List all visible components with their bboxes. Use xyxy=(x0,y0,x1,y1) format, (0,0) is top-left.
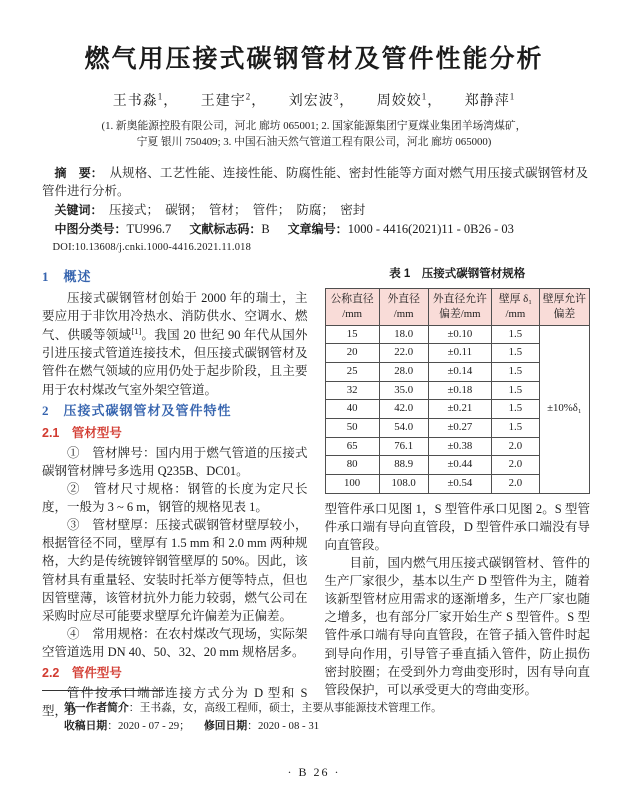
table-cell: 108.0 xyxy=(379,474,428,493)
table-cell: 25 xyxy=(325,363,379,382)
paragraph-pipe-size: ② 管材尺寸规格：钢管的长度为定尺长度，一般为 3 ~ 6 m，钢管的规格见表 1。 xyxy=(42,481,308,514)
table-header-cell xyxy=(325,288,379,325)
table-cell: 1.5 xyxy=(492,344,540,363)
author-bio-line xyxy=(64,700,590,716)
table-cell: ±0.14 xyxy=(428,363,491,382)
table-cell: ±0.44 xyxy=(428,456,491,475)
header-line: 外直径 xyxy=(387,292,420,305)
author-affiliation-sup: 2 xyxy=(245,91,252,102)
two-column-body xyxy=(42,265,590,721)
table-cell: ±0.11 xyxy=(428,344,491,363)
table-cell: 1.5 xyxy=(492,419,540,438)
author-separator: ， xyxy=(163,94,179,110)
table-row xyxy=(325,325,590,344)
header-line: 公称直径 xyxy=(330,292,374,305)
keywords-label: 关键词： xyxy=(54,202,97,217)
paragraph-wall-thickness: ③ 管材壁厚：压接式碳钢管材壁厚较小，根据管径不同，壁厚有 1.5 mm 和 2.0 mm 两种规格，大约是传统镀锌钢管壁厚的 50%。因此，该管材具有重量轻、安装时托举方便等特点，但也因管壁薄，该管材抗外力能力较弱，燃气公司在采购时应尽可能要求壁厚允许偏差为正偏差。 xyxy=(42,518,308,623)
table-cell: 80 xyxy=(325,456,379,475)
affiliation-line-1: (1. 新奥能源控股有限公司，河北 廊坊 065001; 2. 国家能源集团宁夏煤业集团羊场湾煤矿， xyxy=(101,120,527,133)
authors-line xyxy=(0,90,628,110)
doc-code-label: 文献标志码： xyxy=(189,221,262,236)
table-1-caption: 表 1 压接式碳钢管材规格 xyxy=(389,267,526,280)
table-cell: 50 xyxy=(325,419,379,438)
author xyxy=(376,91,443,110)
table-cell: 2.0 xyxy=(492,437,540,456)
author-name: 郑静萍 xyxy=(464,94,510,110)
classification-line xyxy=(42,220,588,239)
author-name: 刘宏波 xyxy=(288,94,334,110)
table-cell: 20 xyxy=(325,344,379,363)
author-separator: ， xyxy=(339,94,355,110)
table-cell: 18.0 xyxy=(379,325,428,344)
header-line: 偏差 xyxy=(553,307,576,320)
author-separator: ， xyxy=(251,94,267,110)
table-cell: ±0.54 xyxy=(428,474,491,493)
table-cell: 1.5 xyxy=(492,363,540,382)
dates-line xyxy=(64,718,590,734)
section-1-paragraph-text: 。我国 20 世纪 90 年代从国外引进压接式管道连接技术，但压接式碳钢管材及管件在燃气领域的应用仍处于起步阶段，且主要用于农村煤改气室外架空管道。 xyxy=(42,328,308,397)
header-line: 外直径允许 xyxy=(432,292,487,305)
revised-value: ：2020 - 08 - 31 xyxy=(247,720,320,733)
section-2-2-heading: 2.2 管件型号 xyxy=(42,666,122,681)
clc-label: 中图分类号： xyxy=(54,221,127,236)
author-affiliation-sup: 3 xyxy=(333,91,340,102)
revised-label: 修回日期 xyxy=(203,720,248,733)
table-header-cell xyxy=(379,288,428,325)
received-label: 收稿日期 xyxy=(64,720,108,733)
section-2-1-heading: 2.1 管材型号 xyxy=(42,425,122,440)
header-line: /mm xyxy=(393,307,414,320)
table-cell: 32 xyxy=(325,381,379,400)
table-cell: 2.0 xyxy=(492,456,540,475)
article-title: 燃气用压接式碳钢管材及管件性能分析 xyxy=(84,46,544,73)
section-1-heading: 1 概述 xyxy=(42,268,92,284)
after-table-text xyxy=(325,500,591,699)
table-cell: 35.0 xyxy=(379,381,428,400)
footnote xyxy=(42,690,590,736)
abstract-line xyxy=(42,164,588,201)
table-cell: 1.5 xyxy=(492,400,540,419)
meta-block xyxy=(42,164,588,256)
author-affiliation-sup: 1 xyxy=(157,91,164,102)
table-header-cell xyxy=(428,288,491,325)
author xyxy=(288,91,355,110)
author-affiliation-sup: 1 xyxy=(421,91,428,102)
table-cell: 1.5 xyxy=(492,381,540,400)
doi-line: DOI:10.13608/j.cnki.1000-4416.2021.11.018 xyxy=(52,242,252,254)
left-column xyxy=(42,265,308,721)
after-table-paragraph-2: 目前，国内燃气用压接式碳钢管材、管件的生产厂家很少，基本以生产 D 型管件为主，随着该新型管材应用需求的逐渐增多，生产厂家也随之增多，也有部分厂家开始生产 S 型管件。S 型管件承口端有导向直管段，在管子插入管件时起到导向作用，引导管子垂直插入管件，防止损伤密封胶圈；在受到外力弯曲变形时，因有导向直管段保护，可以承受更大的弯曲变形。 xyxy=(324,555,590,697)
table-cell: 2.0 xyxy=(492,474,540,493)
table-cell: ±0.10 xyxy=(428,325,491,344)
table-header-row xyxy=(325,288,590,325)
header-line: 偏差/mm xyxy=(439,307,481,320)
section-1-paragraph xyxy=(42,289,308,399)
author-name: 王书淼 xyxy=(112,94,158,110)
keywords-line xyxy=(42,201,588,220)
citation-1-sup: [1] xyxy=(131,326,142,336)
author-separator: ， xyxy=(427,94,443,110)
after-table-paragraph-1: 型管件承口见图 1，S 型管件承口见图 2。S 型管件承口端有导向直管段，D 型管件承口端没有导向直管段。 xyxy=(324,501,590,552)
section-2-heading: 2 压接式碳钢管材及管件特性 xyxy=(42,402,232,418)
keywords-text: 压接式； 碳钢； 管材； 管件； 防腐； 密封 xyxy=(109,202,366,217)
table-cell: 76.1 xyxy=(379,437,428,456)
doc-code-value: B xyxy=(261,221,270,236)
affiliations xyxy=(0,118,628,150)
header-line: /mm xyxy=(342,307,362,320)
table-cell: ±0.27 xyxy=(428,419,491,438)
article-id-label: 文章编号： xyxy=(287,221,348,236)
table-cell: 42.0 xyxy=(379,400,428,419)
footnote-divider xyxy=(42,690,165,691)
author xyxy=(112,91,179,110)
table-header-cell xyxy=(492,288,540,325)
abstract-label: 摘 要： xyxy=(54,165,97,180)
table-header-cell xyxy=(539,288,589,325)
author-name: 周姣姣 xyxy=(376,94,422,110)
table-cell: 54.0 xyxy=(379,419,428,438)
table-1 xyxy=(325,288,591,494)
header-line: 壁厚允许 xyxy=(542,292,586,305)
table-cell: ±0.21 xyxy=(428,400,491,419)
table-cell: ±0.38 xyxy=(428,437,491,456)
author-affiliation-sup: 1 xyxy=(509,91,516,102)
paragraph-fitting-type: 管件按承口端部连接方式分为 D 型和 S 型，D xyxy=(42,686,308,719)
table-cell: 88.9 xyxy=(379,456,428,475)
page-number: · B 26 · xyxy=(287,765,341,779)
table-cell: 1.5 xyxy=(492,325,540,344)
clc-value: TU996.7 xyxy=(126,221,172,236)
paragraph-pipe-grade: ① 管材牌号：国内用于燃气管道的压接式碳钢管材牌号多选用 Q235B、DC01。 xyxy=(42,445,308,478)
bio-label: 第一作者简介 xyxy=(64,702,129,714)
table-cell: ±0.18 xyxy=(428,381,491,400)
table-cell: 65 xyxy=(325,437,379,456)
right-column xyxy=(325,265,591,721)
paragraph-common-specs: ④ 常用规格：在农村煤改气现场，实际架空管道选用 DN 40、50、32、20 mm 规格居多。 xyxy=(42,626,308,659)
table-cell: 100 xyxy=(325,474,379,493)
merged-tolerance-cell: ±10%δ₁ xyxy=(539,325,589,493)
header-line: /mm xyxy=(505,307,526,320)
table-cell: 22.0 xyxy=(379,344,428,363)
header-line: 壁厚 δ₁ xyxy=(498,292,532,305)
affiliation-line-2: 宁夏 银川 750409; 3. 中国石油天然气管道工程有限公司，河北 廊坊 065000) xyxy=(136,136,492,149)
table-cell: 15 xyxy=(325,325,379,344)
abstract-text: 从规格、工艺性能、连接性能、防腐性能、密封性能等方面对燃气用压接式碳钢管材及管件进行分析。 xyxy=(42,165,588,199)
section-1-paragraph-text: 压接式碳钢管材创始于 2000 年的瑞士，主要应用于非饮用冷热水、消防供水、空调水、燃气、供暖等领域 xyxy=(42,290,308,343)
bio-text: ：王书淼，女，高级工程师，硕士，主要从事能源技术管理工作。 xyxy=(128,702,442,714)
author-name: 王建宇 xyxy=(200,94,246,110)
author xyxy=(200,91,267,110)
table-cell: 28.0 xyxy=(379,363,428,382)
received-value: ：2020 - 07 - 29； xyxy=(107,720,190,733)
author xyxy=(464,91,516,110)
table-cell: 40 xyxy=(325,400,379,419)
article-id-value: 1000 - 4416(2021)11 - 0B26 - 03 xyxy=(347,221,514,236)
